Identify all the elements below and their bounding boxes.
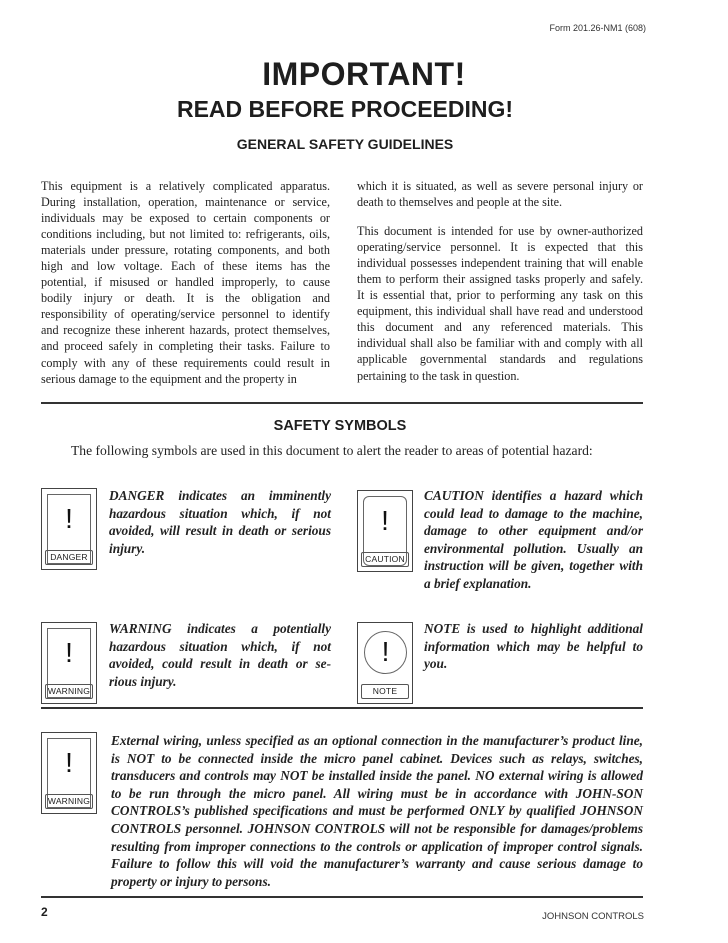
guidelines-column-right [357,178,643,397]
section-heading-general-safety: GENERAL SAFETY GUIDELINES [236,136,454,152]
danger-label: DANGER [45,550,93,565]
danger-description: DANGER indicates an imminently hazardous situation which, if not avoided, will result in death or serious injury. [109,488,331,556]
exclamation-icon: ! [65,747,73,778]
safety-symbols-intro: The following symbols are used in this document to alert the reader to areas of potential hazard: [71,443,593,458]
warning-description: WARNING indicates a potentially hazardous situation which, if not avoided, could result in death or se-rious injury. [109,621,331,689]
warning-symbol [41,622,97,704]
exclamation-icon: ! [65,637,73,668]
caution-description: CAUTION identifies a hazard which could lead to damage to the machine, damage to other equipment and/or environmental pollution. Usually an instruction will be given, together with a brief explanation. [424,488,643,591]
exclamation-icon: ! [381,505,389,536]
form-number: Form 201.26-NM1 (608) [549,23,646,33]
page-title: IMPORTANT! [262,56,466,92]
divider [41,896,643,898]
divider [41,402,643,404]
divider [41,707,643,709]
note-description: NOTE is used to highlight additional information which may be helpful to you. [424,621,643,672]
guidelines-paragraph: This equipment is a relatively complicated apparatus. During installation, operation, maintenance or service, individuals may be exposed to certain components or conditions including, but not limited to: refrigerants, oils, materials under pressure, rotating components, and both high and low voltage. Each of these items has the potential, if misused or handled improperly, to cause bodily injury or death. It is the obligation and responsibility of operating/service personnel to identify and recognize these inherent hazards, protect themselves, and proceed safely in completing their tasks. Failure to comply with any of these requirements could result in serious damage to the equipment and the property in [41,179,330,386]
section-heading-safety-symbols: SAFETY SYMBOLS [273,418,407,434]
page-number: 2 [41,905,48,919]
note-frame [364,631,407,674]
page-subtitle: READ BEFORE PROCEEDING! [176,96,514,122]
exclamation-icon: ! [65,503,73,534]
guidelines-paragraph: which it is situated, as well as severe personal injury or death to themselves and people at the site. [357,179,643,210]
footer-company-name: JOHNSON CONTROLS [542,911,644,922]
danger-symbol [41,488,97,570]
caution-label: CAUTION [361,552,409,567]
guidelines-column-left [41,178,330,400]
external-wiring-warning-text: External wiring, unless specified as an optional connection in the manufacturer’s product line, is NOT to be connected inside the micro panel cabinet. Devices such as relays, switches, transducers and controls may NOT be installed inside the panel. NO external wiring is allowed to be run through the micro panel. All wiring must be in accordance with JOHN-SON CONTROLS’s published specifications and must be performed ONLY by qualified JOHNSON CONTROLS personnel. JOHNSON CONTROLS will not be responsible for damages/problems resulting from improper connections to the controls or application of improper control signals. Failure to follow this will void the manufacturer’s warranty and cause serious damage to property or injury to persons. [111,733,643,889]
warning-label: WARNING [45,794,93,809]
guidelines-paragraph: This document is intended for use by owner-authorized operating/service personnel. It is expected that this individual possesses independent training that will enable them to perform their assigned tasks properly and safely. It is essential that, prior to performing any task on this equipment, this individual shall have read and understood this document and any referenced materials. This individual shall also be familiar with and comply with all applicable governmental standards and regulations pertaining to the task in question. [357,224,643,383]
warning-label: WARNING [45,684,93,699]
exclamation-icon: ! [381,636,390,667]
note-label: NOTE [361,684,409,699]
note-symbol [357,622,413,704]
external-wiring-warning-symbol [41,732,97,814]
caution-symbol [357,490,413,572]
